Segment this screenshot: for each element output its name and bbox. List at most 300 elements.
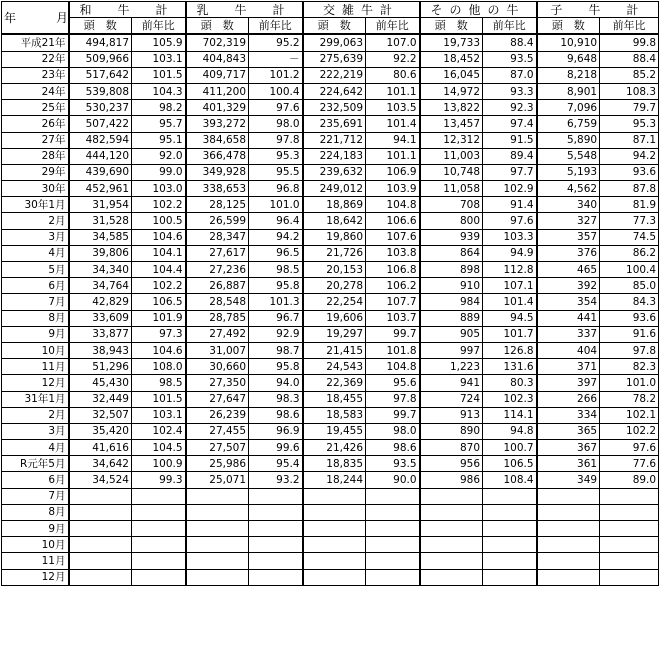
yoy-ratio-cell: [366, 504, 420, 520]
yoy-ratio-cell: 101.0: [249, 197, 303, 213]
head-count-cell: 21,726: [303, 245, 366, 261]
table-row: [2, 132, 659, 148]
table-row: [2, 213, 659, 229]
table-row: [2, 440, 659, 456]
yoy-ratio-cell: 104.8: [366, 359, 420, 375]
head-count-cell: [537, 553, 600, 569]
head-count-cell: 7,096: [537, 100, 600, 116]
head-count-cell: 4,562: [537, 181, 600, 197]
head-count-cell: [186, 553, 249, 569]
table-row: [2, 504, 659, 520]
head-count-cell: [420, 553, 483, 569]
row-label: 23年: [2, 67, 69, 83]
yoy-ratio-cell: 97.8: [600, 342, 659, 358]
head-count-cell: 392: [537, 278, 600, 294]
row-label: 6月: [2, 472, 69, 488]
table-row: [2, 407, 659, 423]
head-count-cell: 724: [420, 391, 483, 407]
yoy-ratio-cell: [600, 537, 659, 553]
yoy-ratio-cell: 99.7: [366, 326, 420, 342]
table-row: [2, 245, 659, 261]
table-row: [2, 34, 659, 51]
yoy-ratio-cell: 97.4: [483, 116, 537, 132]
yoy-ratio-cell: [132, 488, 186, 504]
row-label: 30年: [2, 181, 69, 197]
head-count-cell: 864: [420, 245, 483, 261]
table-row: [2, 100, 659, 116]
cattle-statistics-table: [1, 1, 659, 586]
head-count-subheader: 頭 数: [69, 18, 132, 35]
yoy-ratio-cell: 100.5: [132, 213, 186, 229]
row-label: 9月: [2, 326, 69, 342]
yoy-ratio-cell: 103.0: [132, 181, 186, 197]
head-count-cell: 941: [420, 375, 483, 391]
yoy-ratio-cell: [366, 569, 420, 585]
head-count-cell: 452,961: [69, 181, 132, 197]
head-count-cell: 34,642: [69, 456, 132, 472]
table-row: [2, 229, 659, 245]
head-count-cell: 494,817: [69, 34, 132, 51]
head-count-cell: 338,653: [186, 181, 249, 197]
head-count-cell: 26,599: [186, 213, 249, 229]
yoy-ratio-cell: 98.5: [249, 262, 303, 278]
row-label: 30年1月: [2, 197, 69, 213]
yoy-ratio-subheader: 前年比: [132, 18, 186, 35]
head-count-cell: [303, 553, 366, 569]
yoy-ratio-cell: 84.3: [600, 294, 659, 310]
table-row: [2, 148, 659, 164]
yoy-ratio-cell: 93.6: [600, 310, 659, 326]
head-count-cell: 275,639: [303, 51, 366, 67]
row-label: 9月: [2, 521, 69, 537]
yoy-ratio-cell: 101.5: [132, 391, 186, 407]
yoy-ratio-cell: 96.8: [249, 181, 303, 197]
head-count-cell: 439,690: [69, 164, 132, 180]
head-count-cell: 221,712: [303, 132, 366, 148]
head-count-cell: 539,808: [69, 83, 132, 99]
head-count-cell: 31,528: [69, 213, 132, 229]
head-count-cell: 411,200: [186, 83, 249, 99]
table-row: [2, 456, 659, 472]
head-count-cell: 28,785: [186, 310, 249, 326]
yoy-ratio-cell: 103.1: [132, 51, 186, 67]
yoy-ratio-cell: 89.0: [600, 472, 659, 488]
yoy-ratio-cell: [483, 569, 537, 585]
year-month-header: 年 月: [2, 2, 69, 35]
table-row: [2, 164, 659, 180]
head-count-cell: 5,548: [537, 148, 600, 164]
yoy-ratio-cell: 97.6: [483, 213, 537, 229]
yoy-ratio-cell: 95.1: [132, 132, 186, 148]
yoy-ratio-cell: 101.1: [366, 148, 420, 164]
row-label: 7月: [2, 294, 69, 310]
yoy-ratio-cell: [483, 553, 537, 569]
head-count-cell: 27,236: [186, 262, 249, 278]
yoy-ratio-cell: 112.8: [483, 262, 537, 278]
yoy-ratio-cell: [483, 521, 537, 537]
yoy-ratio-cell: [483, 504, 537, 520]
head-count-cell: 371: [537, 359, 600, 375]
row-label: R元年5月: [2, 456, 69, 472]
head-count-cell: [420, 504, 483, 520]
head-count-cell: 232,509: [303, 100, 366, 116]
yoy-ratio-cell: 97.3: [132, 326, 186, 342]
head-count-cell: 18,583: [303, 407, 366, 423]
row-label: 8月: [2, 504, 69, 520]
yoy-ratio-cell: 96.4: [249, 213, 303, 229]
head-count-cell: 409,717: [186, 67, 249, 83]
table-row: [2, 116, 659, 132]
head-count-cell: 25,986: [186, 456, 249, 472]
yoy-ratio-cell: [249, 569, 303, 585]
yoy-ratio-cell: [249, 537, 303, 553]
table-body: [2, 34, 659, 585]
yoy-ratio-cell: 91.5: [483, 132, 537, 148]
head-count-cell: 51,296: [69, 359, 132, 375]
yoy-ratio-cell: 95.5: [249, 164, 303, 180]
head-count-cell: 34,340: [69, 262, 132, 278]
head-count-cell: 31,954: [69, 197, 132, 213]
yoy-ratio-cell: 103.7: [366, 310, 420, 326]
head-count-cell: 357: [537, 229, 600, 245]
yoy-ratio-cell: 101.8: [366, 342, 420, 358]
head-count-cell: 20,153: [303, 262, 366, 278]
yoy-ratio-cell: 97.6: [249, 100, 303, 116]
head-count-cell: 30,660: [186, 359, 249, 375]
head-count-cell: 337: [537, 326, 600, 342]
yoy-ratio-cell: 101.7: [483, 326, 537, 342]
head-count-cell: 18,642: [303, 213, 366, 229]
yoy-ratio-cell: 107.7: [366, 294, 420, 310]
yoy-ratio-cell: 102.4: [132, 423, 186, 439]
head-count-cell: 28,548: [186, 294, 249, 310]
yoy-ratio-cell: 87.8: [600, 181, 659, 197]
head-count-cell: 482,594: [69, 132, 132, 148]
yoy-ratio-cell: 92.9: [249, 326, 303, 342]
table-row: [2, 359, 659, 375]
yoy-ratio-cell: 103.5: [366, 100, 420, 116]
yoy-ratio-cell: 77.6: [600, 456, 659, 472]
yoy-ratio-cell: 131.6: [483, 359, 537, 375]
row-label: 22年: [2, 51, 69, 67]
head-count-cell: 28,125: [186, 197, 249, 213]
table-row: [2, 310, 659, 326]
head-count-subheader: 頭 数: [303, 18, 366, 35]
head-count-cell: [186, 569, 249, 585]
dairy-total-header: 乳 牛 計: [186, 2, 303, 18]
yoy-ratio-cell: 82.3: [600, 359, 659, 375]
head-count-cell: 708: [420, 197, 483, 213]
head-count-cell: 33,877: [69, 326, 132, 342]
head-count-subheader: 頭 数: [537, 18, 600, 35]
head-count-cell: 39,806: [69, 245, 132, 261]
head-count-cell: 27,455: [186, 423, 249, 439]
yoy-ratio-cell: 74.5: [600, 229, 659, 245]
head-count-cell: 19,860: [303, 229, 366, 245]
head-count-cell: 34,764: [69, 278, 132, 294]
table-row: [2, 553, 659, 569]
yoy-ratio-cell: 104.8: [366, 197, 420, 213]
yoy-ratio-cell: 97.8: [249, 132, 303, 148]
yoy-ratio-cell: 106.5: [132, 294, 186, 310]
row-label: 12月: [2, 569, 69, 585]
head-count-cell: 8,901: [537, 83, 600, 99]
head-count-cell: [537, 521, 600, 537]
yoy-ratio-cell: 94.5: [483, 310, 537, 326]
head-count-cell: [420, 521, 483, 537]
yoy-ratio-cell: 108.3: [600, 83, 659, 99]
yoy-ratio-cell: 108.0: [132, 359, 186, 375]
head-count-cell: 984: [420, 294, 483, 310]
head-count-cell: 19,297: [303, 326, 366, 342]
yoy-ratio-cell: 101.4: [366, 116, 420, 132]
yoy-ratio-cell: 96.7: [249, 310, 303, 326]
table-row: [2, 537, 659, 553]
yoy-ratio-cell: 114.1: [483, 407, 537, 423]
head-count-cell: 27,507: [186, 440, 249, 456]
head-count-cell: 702,319: [186, 34, 249, 51]
yoy-ratio-cell: 92.2: [366, 51, 420, 67]
yoy-ratio-cell: 104.4: [132, 262, 186, 278]
head-count-cell: [303, 521, 366, 537]
yoy-ratio-cell: [249, 504, 303, 520]
yoy-ratio-cell: 99.8: [600, 34, 659, 51]
head-count-cell: 19,455: [303, 423, 366, 439]
head-count-cell: 530,237: [69, 100, 132, 116]
table-row: [2, 326, 659, 342]
head-count-cell: 397: [537, 375, 600, 391]
yoy-ratio-cell: 102.2: [132, 197, 186, 213]
yoy-ratio-cell: 105.9: [132, 34, 186, 51]
head-count-cell: 800: [420, 213, 483, 229]
yoy-ratio-cell: 101.3: [249, 294, 303, 310]
head-count-cell: 905: [420, 326, 483, 342]
yoy-ratio-cell: 101.5: [132, 67, 186, 83]
head-count-cell: 38,943: [69, 342, 132, 358]
row-label: 28年: [2, 148, 69, 164]
head-count-cell: 28,347: [186, 229, 249, 245]
row-label: 6月: [2, 278, 69, 294]
yoy-ratio-cell: 102.1: [600, 407, 659, 423]
head-count-cell: 367: [537, 440, 600, 456]
head-count-cell: 5,193: [537, 164, 600, 180]
head-count-cell: [537, 488, 600, 504]
head-count-cell: 507,422: [69, 116, 132, 132]
yoy-ratio-cell: [600, 488, 659, 504]
row-label: 10月: [2, 342, 69, 358]
head-count-cell: 26,887: [186, 278, 249, 294]
head-count-cell: 890: [420, 423, 483, 439]
head-count-cell: 327: [537, 213, 600, 229]
table-row: [2, 472, 659, 488]
head-count-cell: 35,420: [69, 423, 132, 439]
head-count-cell: [420, 488, 483, 504]
yoy-ratio-cell: 97.6: [600, 440, 659, 456]
head-count-cell: 27,647: [186, 391, 249, 407]
head-count-cell: 11,003: [420, 148, 483, 164]
yoy-ratio-cell: [483, 537, 537, 553]
yoy-ratio-cell: 92.3: [483, 100, 537, 116]
head-count-cell: 20,278: [303, 278, 366, 294]
yoy-ratio-cell: [600, 504, 659, 520]
yoy-ratio-cell: 95.6: [366, 375, 420, 391]
yoy-ratio-cell: 100.4: [249, 83, 303, 99]
yoy-ratio-cell: 87.0: [483, 67, 537, 83]
table-row: [2, 342, 659, 358]
head-count-cell: [69, 521, 132, 537]
head-count-cell: [186, 488, 249, 504]
head-count-cell: [537, 569, 600, 585]
header-row-subheads: [2, 18, 659, 35]
yoy-ratio-cell: 101.1: [366, 83, 420, 99]
head-count-cell: 14,972: [420, 83, 483, 99]
head-count-cell: [69, 537, 132, 553]
yoy-ratio-cell: 94.2: [249, 229, 303, 245]
head-count-cell: 889: [420, 310, 483, 326]
yoy-ratio-subheader: 前年比: [366, 18, 420, 35]
yoy-ratio-cell: 93.2: [249, 472, 303, 488]
yoy-ratio-cell: 94.1: [366, 132, 420, 148]
yoy-ratio-cell: 79.7: [600, 100, 659, 116]
other-cattle-header: その他の牛: [420, 2, 537, 18]
head-count-cell: 404: [537, 342, 600, 358]
row-label: 3月: [2, 229, 69, 245]
yoy-ratio-subheader: 前年比: [249, 18, 303, 35]
head-count-cell: [69, 553, 132, 569]
head-count-cell: 31,007: [186, 342, 249, 358]
head-count-cell: 34,524: [69, 472, 132, 488]
yoy-ratio-cell: 98.7: [249, 342, 303, 358]
yoy-ratio-cell: 99.7: [366, 407, 420, 423]
table-row: [2, 423, 659, 439]
yoy-ratio-cell: [132, 521, 186, 537]
row-label: 29年: [2, 164, 69, 180]
row-label: 11月: [2, 553, 69, 569]
head-count-cell: [303, 537, 366, 553]
head-count-cell: 235,691: [303, 116, 366, 132]
yoy-ratio-cell: 101.4: [483, 294, 537, 310]
table-row: [2, 262, 659, 278]
head-count-cell: 224,183: [303, 148, 366, 164]
yoy-ratio-cell: 99.3: [132, 472, 186, 488]
head-count-cell: 22,369: [303, 375, 366, 391]
head-count-cell: 986: [420, 472, 483, 488]
yoy-ratio-cell: 85.0: [600, 278, 659, 294]
yoy-ratio-cell: 98.3: [249, 391, 303, 407]
head-count-cell: 384,658: [186, 132, 249, 148]
head-count-cell: [420, 569, 483, 585]
table-row: [2, 67, 659, 83]
yoy-ratio-cell: 97.7: [483, 164, 537, 180]
yoy-ratio-cell: 98.5: [132, 375, 186, 391]
head-count-cell: 870: [420, 440, 483, 456]
head-count-cell: 19,606: [303, 310, 366, 326]
yoy-ratio-cell: 91.6: [600, 326, 659, 342]
table-row: [2, 83, 659, 99]
yoy-ratio-cell: 94.2: [600, 148, 659, 164]
head-count-cell: 27,492: [186, 326, 249, 342]
yoy-ratio-cell: 101.0: [600, 375, 659, 391]
head-count-cell: [69, 488, 132, 504]
yoy-ratio-cell: 97.8: [366, 391, 420, 407]
head-count-cell: 361: [537, 456, 600, 472]
table-row: [2, 278, 659, 294]
head-count-cell: 18,869: [303, 197, 366, 213]
head-count-cell: 10,748: [420, 164, 483, 180]
row-label: 平成21年: [2, 34, 69, 51]
head-count-cell: 32,507: [69, 407, 132, 423]
wagyu-total-header: 和 牛 計: [69, 2, 186, 18]
head-count-cell: 365: [537, 423, 600, 439]
head-count-cell: 42,829: [69, 294, 132, 310]
yoy-ratio-cell: 95.8: [249, 359, 303, 375]
yoy-ratio-cell: [132, 537, 186, 553]
yoy-ratio-cell: 104.3: [132, 83, 186, 99]
head-count-cell: 18,452: [420, 51, 483, 67]
row-label: 27年: [2, 132, 69, 148]
yoy-ratio-cell: 80.6: [366, 67, 420, 83]
head-count-cell: [69, 504, 132, 520]
head-count-cell: 224,642: [303, 83, 366, 99]
row-label: 7月: [2, 488, 69, 504]
head-count-cell: 11,058: [420, 181, 483, 197]
yoy-ratio-cell: 102.3: [483, 391, 537, 407]
head-count-cell: 393,272: [186, 116, 249, 132]
yoy-ratio-cell: 103.8: [366, 245, 420, 261]
row-label: 25年: [2, 100, 69, 116]
head-count-cell: 18,455: [303, 391, 366, 407]
head-count-cell: 376: [537, 245, 600, 261]
table-row: [2, 51, 659, 67]
head-count-cell: [69, 569, 132, 585]
yoy-ratio-cell: 101.9: [132, 310, 186, 326]
head-count-cell: 45,430: [69, 375, 132, 391]
yoy-ratio-cell: 99.0: [132, 164, 186, 180]
head-count-cell: [186, 521, 249, 537]
yoy-ratio-cell: [366, 521, 420, 537]
head-count-cell: [420, 537, 483, 553]
yoy-ratio-cell: 98.0: [366, 423, 420, 439]
head-count-cell: 340: [537, 197, 600, 213]
yoy-ratio-cell: 98.2: [132, 100, 186, 116]
row-label: 3月: [2, 423, 69, 439]
yoy-ratio-cell: 106.5: [483, 456, 537, 472]
head-count-subheader: 頭 数: [420, 18, 483, 35]
row-label: 4月: [2, 440, 69, 456]
yoy-ratio-cell: 95.3: [600, 116, 659, 132]
yoy-ratio-cell: 77.3: [600, 213, 659, 229]
head-count-cell: 1,223: [420, 359, 483, 375]
yoy-ratio-cell: 87.1: [600, 132, 659, 148]
yoy-ratio-cell: 94.8: [483, 423, 537, 439]
yoy-ratio-cell: 107.6: [366, 229, 420, 245]
yoy-ratio-cell: 102.2: [132, 278, 186, 294]
crossbred-total-header: 交雑牛計: [303, 2, 420, 18]
yoy-ratio-cell: 104.5: [132, 440, 186, 456]
table-row: [2, 521, 659, 537]
yoy-ratio-cell: 107.0: [366, 34, 420, 51]
head-count-cell: 41,616: [69, 440, 132, 456]
head-count-cell: 939: [420, 229, 483, 245]
yoy-ratio-cell: 103.1: [132, 407, 186, 423]
head-count-cell: 8,218: [537, 67, 600, 83]
head-count-cell: 10,910: [537, 34, 600, 51]
yoy-ratio-cell: 101.2: [249, 67, 303, 83]
yoy-ratio-cell: [366, 553, 420, 569]
row-label: 5月: [2, 262, 69, 278]
yoy-ratio-cell: 98.6: [249, 407, 303, 423]
head-count-cell: 898: [420, 262, 483, 278]
